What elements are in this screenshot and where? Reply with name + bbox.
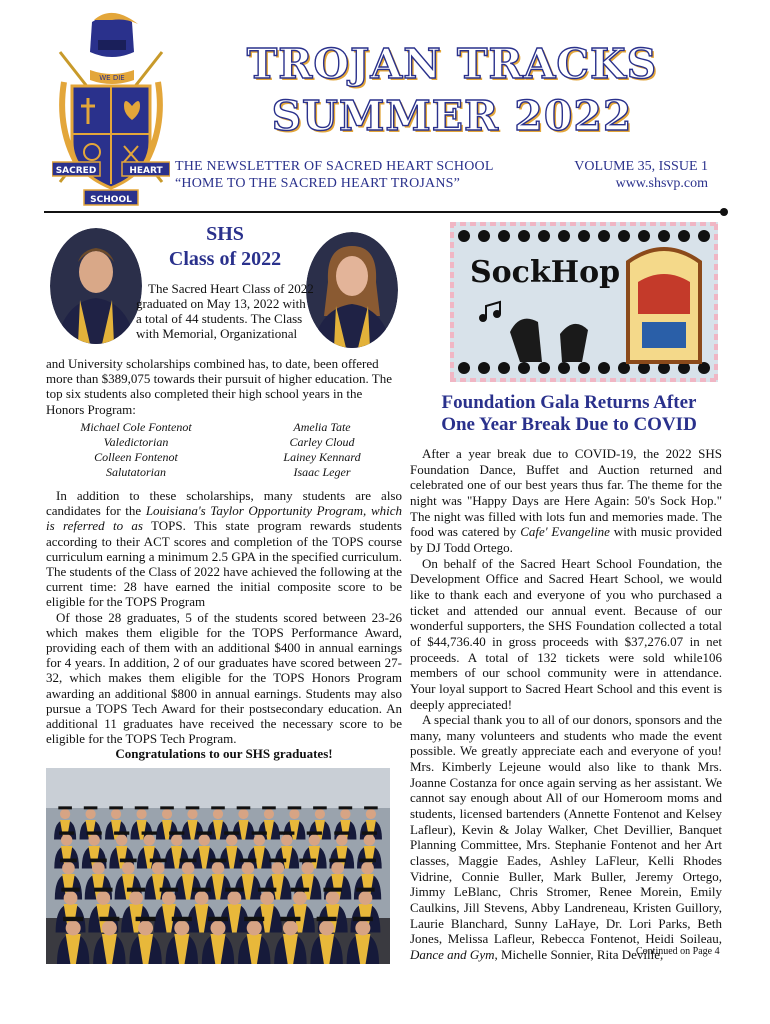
newsletter-title: TROJAN TRACKS — [246, 40, 658, 88]
gala-article-body — [410, 446, 722, 963]
italic-text: Louisiana's Taylor Opportunity Program, which is referred to as — [46, 503, 402, 534]
issue-info — [574, 158, 708, 192]
salutatorian-portrait — [306, 232, 398, 348]
divider-dot — [720, 208, 728, 216]
italic-text: Cafe' Evangeline — [520, 524, 610, 540]
volume-issue: VOLUME 35, ISSUE 1 — [574, 159, 708, 174]
honor-entry: Colleen Fontenot — [94, 450, 178, 464]
title-line: SHS — [206, 223, 244, 245]
text-run: After a year break due to COVID-19, the 2022 SHS Foundation Dance, Buffet and Auction returned and celebrated one of our best years thus far. The theme for the night was "Happy Days are Here Again: 50's Sock Hop." The night was filled with lots fun and memories made. The food was catered by — [410, 446, 722, 540]
svg-text:SCHOOL: SCHOOL — [90, 195, 132, 205]
article-paragraph — [410, 446, 722, 556]
class-article-body — [46, 488, 402, 762]
honor-entry: Amelia Tate — [293, 420, 351, 434]
text-run: In addition to these scholarships, many students are also candidates for the — [46, 488, 402, 519]
italic-text: Dance and Gym — [410, 947, 495, 962]
text-run: TOPS. This state program rewards students according to their ACT scores and completion of the TOPS course curriculum earning a minimum 2.5 GPA in the specified curriculum. The students of the Class of 2022 have achieved the following at the current time: 28 have earned the initial composite score to be eligible for the TOPS Program — [46, 518, 402, 610]
graduates-group-photo — [46, 768, 390, 964]
gala-article-title — [410, 392, 728, 436]
subtitle-line: THE NEWSLETTER OF SACRED HEART SCHOOL — [175, 159, 494, 174]
class-intro-continued: and University scholarships combined has, to date, been offered more than $389,075 towards their pursuit of higher education. The top six students also completed their high school years in the Honors Program: — [46, 356, 392, 417]
sock-hop-poster — [450, 222, 718, 382]
website-link[interactable]: www.shsvp.com — [615, 176, 708, 191]
honor-entry: Lainey Kennard — [283, 450, 361, 464]
honor-entry: Michael Cole Fontenot — [80, 420, 192, 434]
article-paragraph: On behalf of the Sacred Heart School Foundation, the Development Office and Sacred Heart School, we would like to thank each and everyone of you who purchased a ticket and attended our annual event. Because of our wonderful supporters, the SHS Foundation collected a total of $44,736.40 in gross proceeds with $37,276.07 in net proceeds. A total of 132 tickets were sold while106 members of our school community were in attendance. Your loyal support to Sacred Heart School and this event is deeply appreciated! — [410, 555, 722, 712]
article-paragraph — [46, 488, 402, 610]
honor-entry: Valedictorian — [103, 435, 169, 449]
intro-paragraph: The Sacred Heart Class of 2022 graduated on May 13, 2022 with a total of 44 students. The Class with Memorial, Organizational — [136, 281, 314, 341]
valedictorian-portrait — [50, 228, 142, 344]
masthead-divider — [44, 211, 724, 213]
svg-text:HEART: HEART — [129, 166, 163, 176]
title-line: Class of 2022 — [168, 248, 282, 270]
subtitle-line: “HOME TO THE SACRED HEART TROJANS” — [175, 176, 461, 191]
svg-text:WE DIE: WE DIE — [99, 74, 125, 82]
newsletter-subtitle — [175, 158, 494, 192]
newsletter-edition: SUMMER 2022 — [271, 92, 633, 140]
honors-right-column — [244, 420, 400, 480]
svg-text:SACRED: SACRED — [55, 166, 97, 176]
continued-notice: Continued on Page 4 — [636, 946, 720, 957]
honor-entry: Salutatorian — [105, 465, 166, 479]
text-run: A special thank you to all of our donors, sponsors and the many, many volunteers and students who made the event possible. We greatly appreciate each and everyone of you! Mrs. Kimberly Lejeune would also like to thank Mrs. Joanne Costanza for once again serving as her assistant. We cannot say enough about All of our Homeroom moms and students, licensed bartenders (Annette Fontenot and Kelsey Lafleur), Kevin & Jolay Walker, Chet Devillier, Banquet Planning Committee, Mrs. Stephanie Fontenot and her Art classes, Maggie Eades, Ashley LaFleur, Kelli Rhodes Vidrine, Connie Buller, Mark Buller, Jeremy Ortego, Jimmy LeBlanc, Chris Stromer, Renee Morein, Emily Caulkins, Jill Stevens, Abby Landreneau, Kristen Guillory, Laurie Blanchard, Sunny LaHaye, Dr. Lori Parks, Beth Jones, Melissa Lafleur, Rebecca Fontenot, Heidi Soileau, — [410, 712, 722, 947]
class-intro — [136, 281, 314, 341]
class-article-title — [140, 222, 310, 272]
honor-entry: Isaac Leger — [293, 465, 351, 479]
title-line: Foundation Gala Returns After — [441, 392, 697, 413]
text-run: with music provided by DJ Todd Ortego. — [410, 524, 722, 555]
school-crest-logo — [52, 12, 170, 208]
honor-entry: Carley Cloud — [289, 435, 355, 449]
article-paragraph: Of those 28 graduates, 5 of the students scored between 23-26 which makes them eligible for the TOPS Performance Award, providing each of them with an additional $400 in annual earnings for 4 years. In addition, 2 of our graduates have scored between 27-32, which makes them eligible for the TOPS Honors Program awarding an additional $800 in annual earnings. Students may also pursue a TOPS Tech Award for their postsecondary education. An additional 11 graduates have received the necessary score to be eligible for the TOPS Tech Program. — [46, 609, 402, 747]
title-line: One Year Break Due to COVID — [441, 414, 697, 435]
congratulations-line: Congratulations to our SHS graduates! — [115, 746, 333, 762]
text-run: , Michelle Sonnier, Rita Deville, — [494, 947, 664, 962]
honors-left-column — [46, 420, 226, 480]
svg-text:SockHop: SockHop — [470, 255, 621, 290]
article-paragraph — [410, 712, 722, 963]
